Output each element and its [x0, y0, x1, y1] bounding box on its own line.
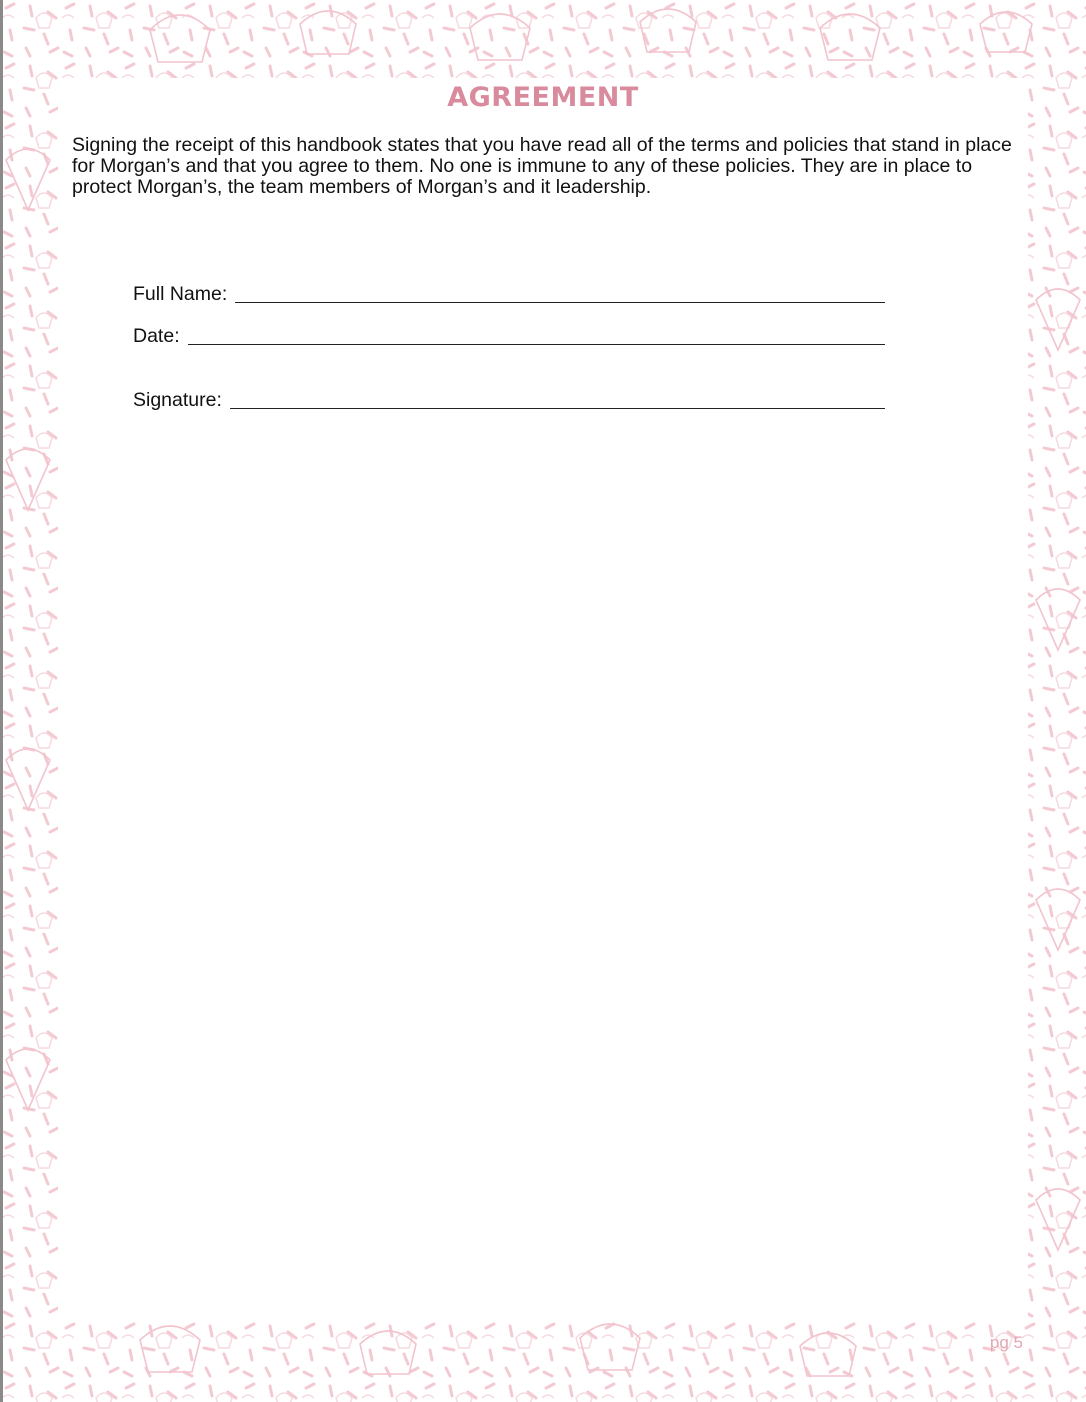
- date-signature-line: [188, 343, 885, 345]
- date-field: [133, 325, 885, 347]
- full-name-label: Full Name:: [133, 283, 228, 305]
- date-label: Date:: [133, 325, 180, 347]
- signature-line: [230, 407, 885, 409]
- full-name-field: [133, 283, 885, 305]
- signature-label: Signature:: [133, 389, 222, 411]
- full-name-signature-line: [235, 301, 885, 303]
- signature-field: [133, 389, 885, 411]
- page-title: AGREEMENT: [447, 82, 639, 113]
- page-number: pg 5: [989, 1333, 1023, 1352]
- agreement-paragraph: Signing the receipt of this handbook states that you have read all of the terms and policies that stand in place for Morgan’s and that you agree to them. No one is immune to any of these policies. They are in place to protect Morgan’s, the team members of Morgan’s and it leadership.: [72, 134, 1012, 198]
